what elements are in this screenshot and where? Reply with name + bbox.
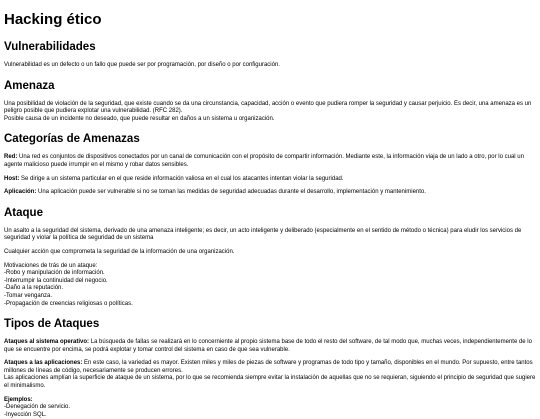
categoria-text: Una red es conjuntos de dispositivos conectados por un canal de comunicación con el propósito de compartir información. Mediante este, la información viaja de un lado a otro, por lo cual un agente malicioso puede irrumpir en el mismo y robar datos sensibles. <box>4 154 524 168</box>
tipo-sistema-operativo <box>4 339 536 354</box>
tipo-aplicaciones <box>4 360 536 390</box>
categoria-aplicacion <box>4 189 536 197</box>
categoria-red <box>4 154 536 169</box>
heading-vulnerabilidades: Vulnerabilidades <box>4 41 96 53</box>
tipo-text-2: Las aplicaciones amplían la superficie de ataque de un sistema, por lo que se recomienda siempre evitar la instalación de aquellas que no se requieran, siguiendo el principio de seguridad que sugiere el minimalismo. <box>4 375 536 390</box>
tipo-label: Ataques al sistema operativo: <box>4 339 90 346</box>
section-amenaza <box>4 79 536 124</box>
list-item: -Propagación de creencias religiosas o políticas. <box>4 300 133 307</box>
page-title: Hacking ético <box>4 11 102 28</box>
tipo-label: Ataques a las aplicaciones: <box>4 360 83 367</box>
categoria-text: Una aplicación puede ser vulnerable si no se toman las medidas de seguridad adecuadas durante el desarrollo, implementación y mantenimiento. <box>36 189 426 196</box>
ataque-paragraph-2: Cualquier acción que comprometa la seguridad de la información de una organización. <box>4 248 235 255</box>
list-item: -Robo y manipulación de información. <box>4 270 105 277</box>
list-item: -Interrumpir la continuidad del negocio. <box>4 277 108 284</box>
amenaza-line1: Una posibilidad de violación de la seguridad, que existe cuando se da una circunstancia, capacidad, acción o evento que pudiera romper la seguridad y causar perjuicio. Es decir, una amenaza es un peligro posible que pudiera explotar una vulnerabilidad. (RFC 282). <box>4 100 532 115</box>
list-item: -Inyección SQL. <box>4 411 47 418</box>
text-amenaza <box>4 101 536 124</box>
heading-ataque: Ataque <box>4 206 43 219</box>
categoria-label: Aplicación: <box>4 189 37 196</box>
categoria-host <box>4 176 536 184</box>
motives-title: Motivaciones de trás de un ataque: <box>4 262 98 269</box>
section-tipos <box>4 317 536 419</box>
amenaza-line2: Posible causa de un incidente no deseado, que puede resultar en daños a un sistema u organización. <box>4 115 275 122</box>
tipo-text: En este caso, la variedad es mayor. Existen miles y miles de piezas de software y programas de todo tipo y tamaño, disponibles en el mundo. Por supuesto, entre tantos millones de líneas de código, necesariamente se producen errores. <box>4 360 533 374</box>
list-item: -Denegación de servicio. <box>4 404 71 411</box>
heading-tipos: Tipos de Ataques <box>4 318 100 331</box>
section-vulnerabilidades <box>4 40 536 70</box>
list-item: -Daño a la reputación. <box>4 285 64 292</box>
categoria-text: Se dirige a un sistema particular en el que reside información valiosa en el cual los atacantes intentan violar la seguridad. <box>19 175 344 182</box>
examples-list <box>4 397 536 419</box>
section-ataque <box>4 206 536 308</box>
examples-label: Ejemplos: <box>4 396 33 403</box>
heading-amenaza: Amenaza <box>4 79 55 92</box>
tipo-text: La búsqueda de fallas se realizará en lo concerniente al propio sistema base de todo el resto del software, de tal modo que, muchas veces, independientemente de lo que se encuentre por encima, se podrá explotar y tomar control del sistema en caso de que sea vulnerable. <box>4 339 532 353</box>
categoria-label: Red: <box>4 154 18 161</box>
categoria-label: Host: <box>4 175 20 182</box>
ataque-paragraph-1: Un asalto a la seguridad del sistema, derivado de una amenaza inteligente; es decir, un acto inteligente y deliberado (especialmente en el sentido de método o técnica) para eludir los servicios de seguridad y violar la política de seguridad de un sistema <box>4 227 522 242</box>
motives-list <box>4 263 536 309</box>
list-item: -Tomar venganza. <box>4 292 53 299</box>
heading-categorias: Categorías de Amenazas <box>4 133 140 146</box>
text-vulnerabilidades: Vulnerabilidad es un defecto o un fallo que puede ser por programación, por diseño o por configuración. <box>4 62 280 68</box>
section-categorias <box>4 132 536 196</box>
